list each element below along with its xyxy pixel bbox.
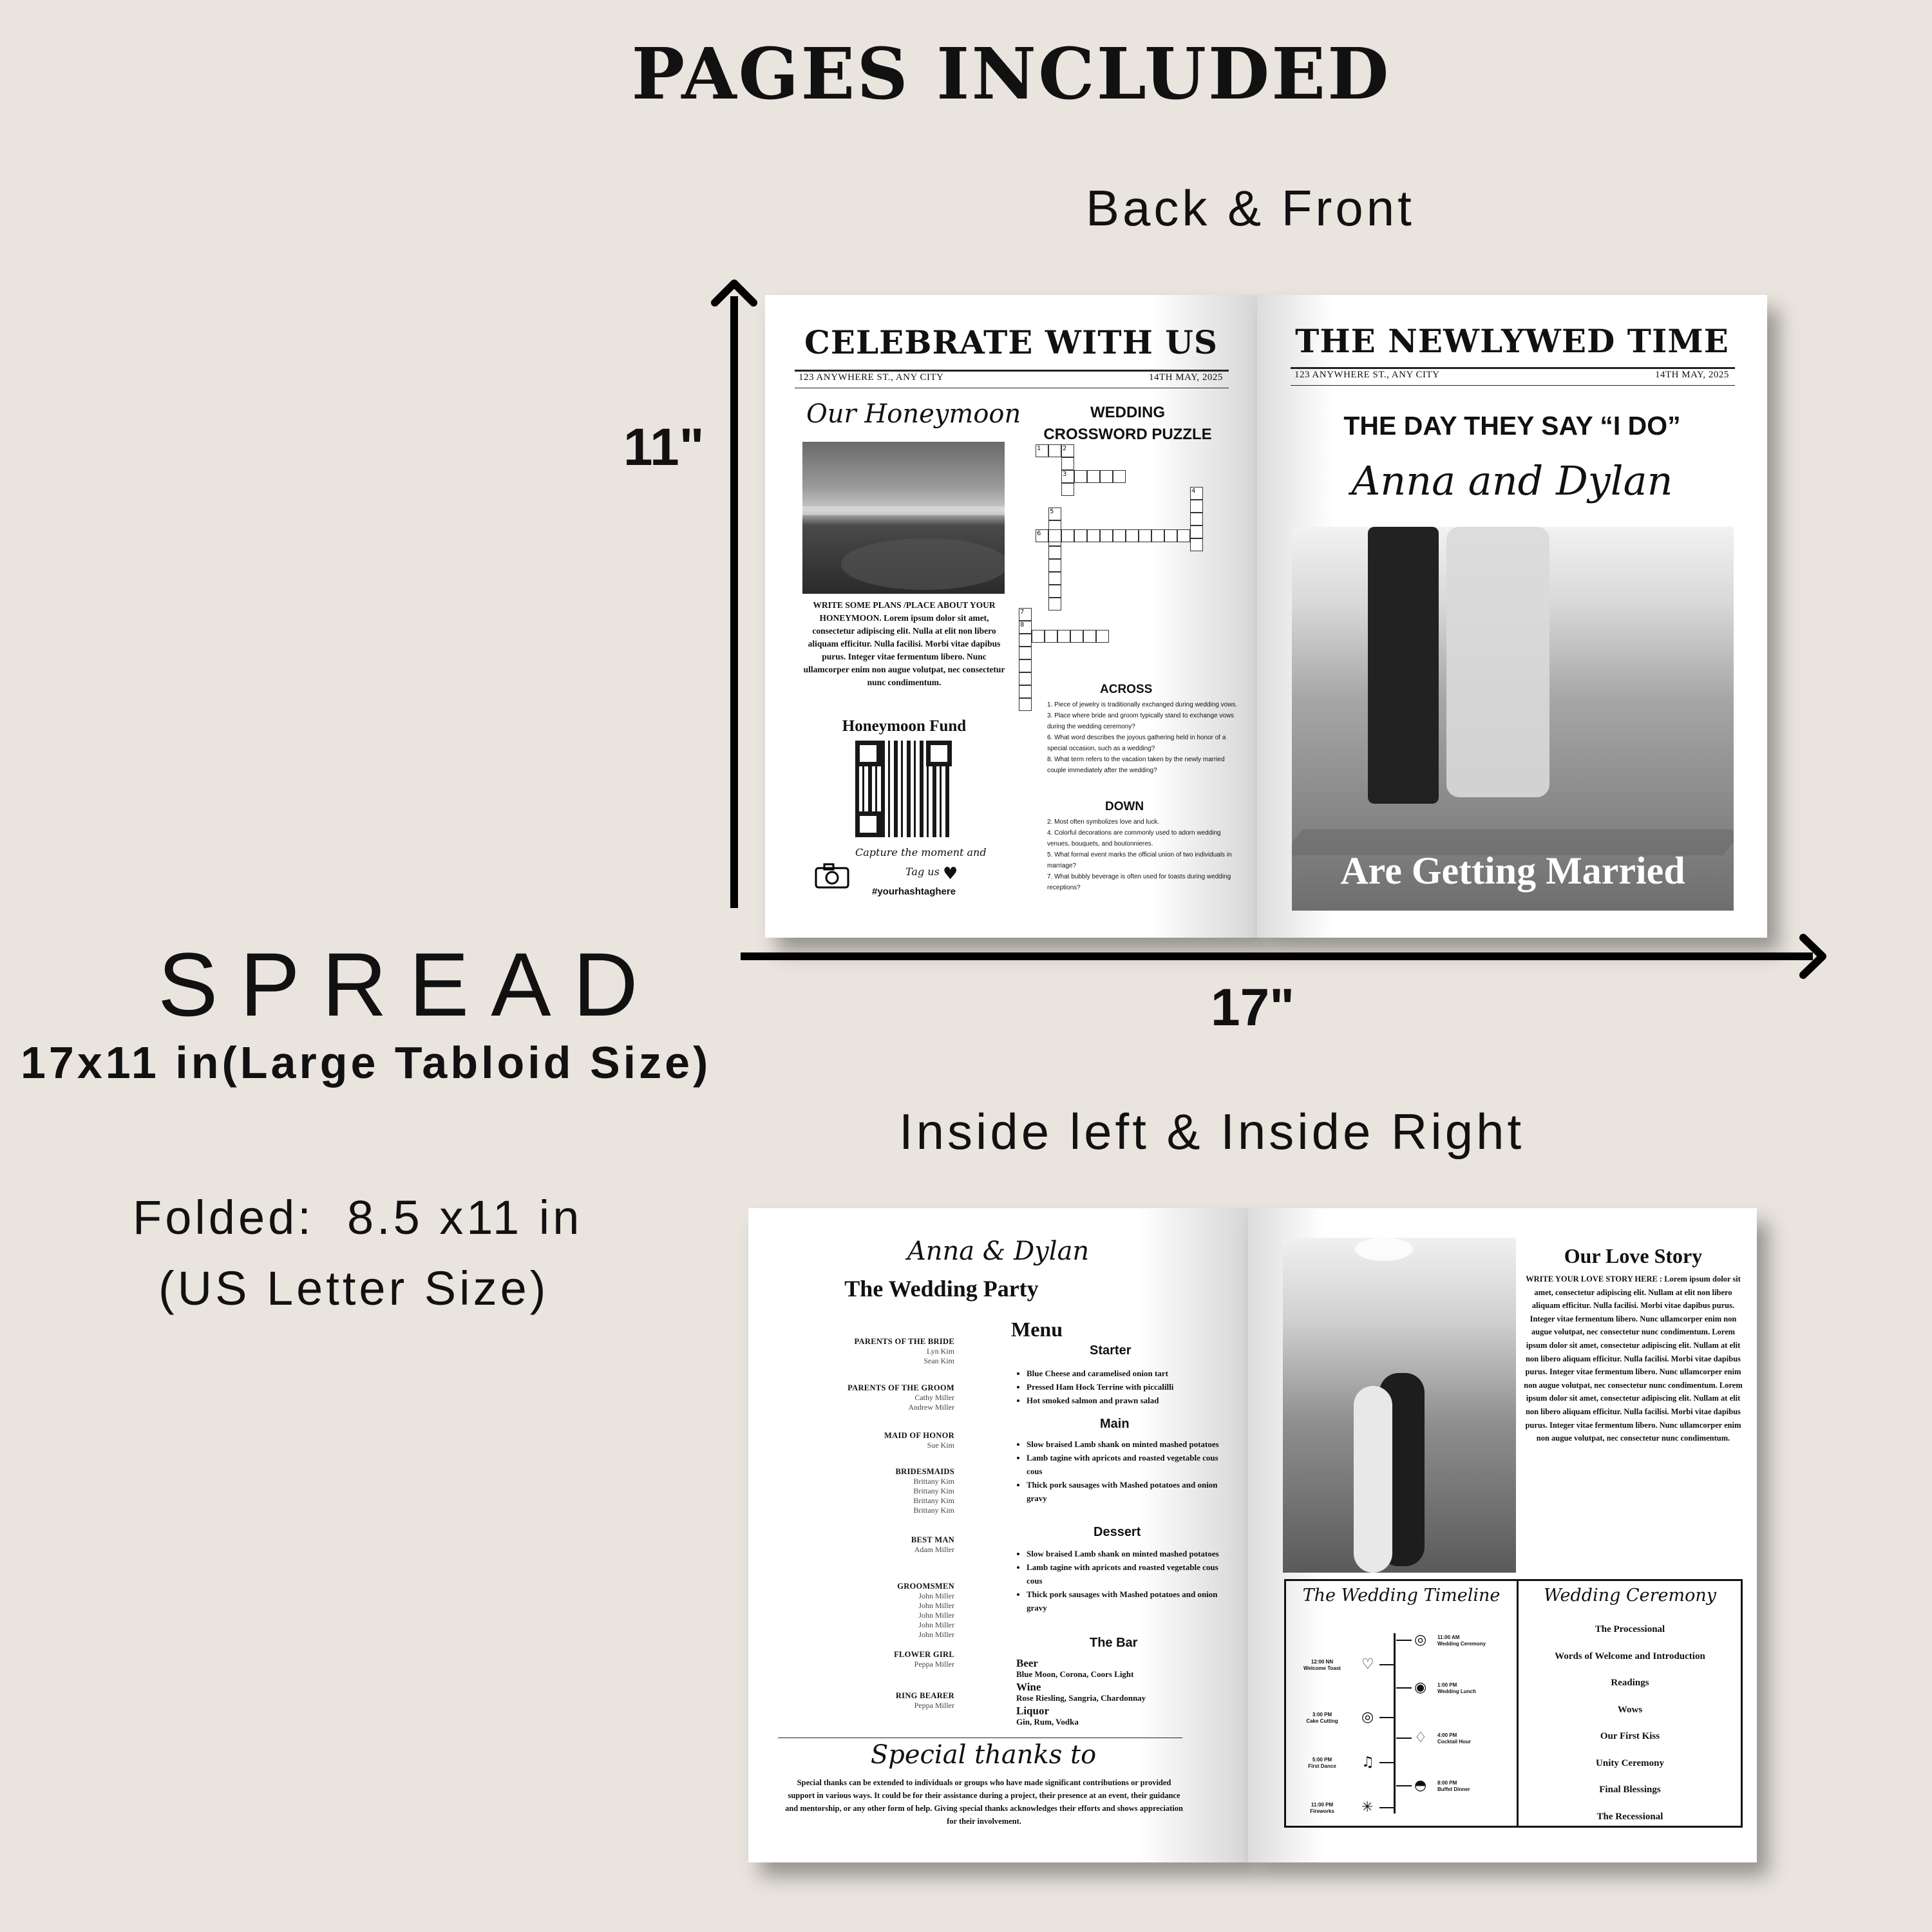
crossword-cell bbox=[1032, 630, 1045, 643]
dessert-title: Dessert bbox=[1094, 1525, 1141, 1539]
menu-item: • Thick pork sausages with Mashed potatoes and onion gravy bbox=[1027, 1587, 1224, 1615]
timeline-time: 11:00 PM bbox=[1311, 1802, 1334, 1808]
party-entry bbox=[800, 1691, 954, 1710]
timeline-axis bbox=[1394, 1633, 1396, 1814]
crossword-cell bbox=[1019, 634, 1032, 647]
spread-label: SPREAD bbox=[158, 934, 660, 1035]
crossword-cell bbox=[1113, 529, 1126, 542]
timeline-time: 11:00 AM bbox=[1437, 1634, 1460, 1640]
crossword-cell bbox=[1019, 685, 1032, 698]
timeline-right-entry bbox=[1437, 1682, 1515, 1695]
front-page bbox=[1257, 295, 1767, 938]
timeline-event-icon: ♡ bbox=[1361, 1656, 1374, 1672]
timeline-event-icon: ✳ bbox=[1361, 1799, 1374, 1815]
ceremony-item: Unity Ceremony bbox=[1596, 1757, 1664, 1768]
menu-item: • Lamb tagine with apricots and roasted vegetable cous cous bbox=[1027, 1560, 1224, 1587]
bar-list bbox=[1016, 1658, 1235, 1729]
story-text: WRITE YOUR LOVE STORY HERE : Lorem ipsum dolor sit amet, consectetur adipiscing elit. Nullam at elit non libero aliquam efficitur. Nulla facilisi. Morbi vitae dapibus purus. Integer vitae fermentum libero. Nunc ullamcorper enim non augue volutpat, nec consectetur nunc condimentum. Lorem ipsum dolor sit amet, consectetur adipiscing elit. Nullam at elit non libero aliquam efficitur. Nulla facilisi. Morbi vitae dapibus purus. Integer vitae fermentum libero. Nunc ullamcorper enim non augue volutpat, nec consectetur nunc condimentum. Lorem ipsum dolor sit amet, consectetur adipiscing elit. Nullam at elit non libero aliquam efficitur. Nulla facilisi. Morbi vitae dapibus purus. Integer vitae fermentum libero. Nunc ullamcorper enim non augue volutpat, nec consectetur nunc condimentum. bbox=[1524, 1274, 1743, 1443]
honeymoon-title: Our Honeymoon bbox=[806, 399, 1021, 429]
story-title: Our Love Story bbox=[1564, 1244, 1703, 1267]
ceremony-item: Words of Welcome and Introduction bbox=[1555, 1651, 1705, 1662]
down-clue: 7. What bubbly beverage is often used for toasts during wedding receptions? bbox=[1047, 873, 1231, 891]
timeline-right-entry bbox=[1437, 1634, 1515, 1647]
timeline-event: Cocktail Hour bbox=[1437, 1739, 1472, 1745]
inside-label: Inside left & Inside Right bbox=[899, 1103, 1525, 1160]
crossword-cell bbox=[1048, 598, 1061, 611]
crossword-cell bbox=[1139, 529, 1151, 542]
timeline-event-icon: ◎ bbox=[1414, 1632, 1427, 1648]
hashtag: #yourhashtaghere bbox=[872, 886, 956, 897]
inside-names: Anna & Dylan bbox=[907, 1236, 1090, 1266]
timeline-tick bbox=[1396, 1687, 1412, 1689]
timeline-tick bbox=[1396, 1738, 1412, 1739]
front-headline: THE DAY THEY SAY “I DO” bbox=[1343, 411, 1681, 440]
party-role: BRIDESMAIDS bbox=[895, 1467, 954, 1476]
front-date: 14TH MAY, 2025 bbox=[1655, 370, 1729, 380]
crossword-cell bbox=[1019, 698, 1032, 711]
crossword-cell bbox=[1083, 630, 1096, 643]
timeline-left-entry bbox=[1287, 1712, 1358, 1725]
party-names: Lyn Kim Sean Kim bbox=[923, 1347, 954, 1365]
timeline-left-entry bbox=[1287, 1757, 1358, 1770]
starter-list bbox=[1011, 1367, 1243, 1407]
dessert-list bbox=[1011, 1547, 1224, 1615]
back-page bbox=[765, 295, 1257, 938]
crossword-cell bbox=[1061, 483, 1074, 496]
timeline-event: First Dance bbox=[1308, 1763, 1336, 1769]
crossword-number: 7 bbox=[1020, 609, 1025, 616]
ceremony-title: Wedding Ceremony bbox=[1543, 1586, 1716, 1605]
back-front-label: Back & Front bbox=[1086, 180, 1415, 236]
qr-code bbox=[855, 741, 952, 837]
folded-label: Folded: 8.5 x11 in bbox=[133, 1191, 583, 1244]
party-entry bbox=[800, 1650, 954, 1669]
menu-item: • Hot smoked salmon and prawn salad bbox=[1027, 1394, 1243, 1407]
menu-item: • Pressed Ham Hock Terrine with piccalilli bbox=[1027, 1380, 1243, 1394]
timeline-time: 4:00 PM bbox=[1437, 1732, 1457, 1738]
front-address: 123 ANYWHERE ST., ANY CITY bbox=[1294, 370, 1440, 380]
kiss-photo bbox=[1283, 1238, 1516, 1573]
timeline-event-icon: ◉ bbox=[1414, 1680, 1427, 1696]
timeline-time: 1:00 PM bbox=[1437, 1682, 1457, 1688]
crossword-cell bbox=[1057, 630, 1070, 643]
spread-size-label: 17x11 in(Large Tabloid Size) bbox=[21, 1037, 712, 1088]
main-list bbox=[1011, 1437, 1224, 1505]
camera-icon bbox=[814, 862, 850, 887]
party-role: PARENTS OF THE BRIDE bbox=[854, 1337, 954, 1346]
timeline-event: Cake Cutting bbox=[1306, 1718, 1338, 1724]
crossword-cell bbox=[1126, 529, 1139, 542]
crossword-cell bbox=[1087, 470, 1100, 483]
down-clue: 4. Colorful decorations are commonly used to adorn wedding venues, bouquets, and boutonnieres. bbox=[1047, 829, 1221, 848]
crossword-cell bbox=[1113, 470, 1126, 483]
party-role: BEST MAN bbox=[911, 1535, 954, 1544]
crossword-cell bbox=[1048, 444, 1061, 457]
party-entry bbox=[800, 1582, 954, 1640]
crossword-cell bbox=[1019, 647, 1032, 659]
party-names: Peppa Miller bbox=[914, 1660, 954, 1669]
down-clue: 5. What formal event marks the official union of two individuals in marriage? bbox=[1047, 851, 1232, 869]
timeline-event-icon: ♢ bbox=[1414, 1730, 1427, 1746]
down-clue: 2. Most often symbolizes love and luck. bbox=[1047, 819, 1159, 826]
timeline-event: Fireworks bbox=[1310, 1808, 1334, 1814]
timeline-event: Wedding Lunch bbox=[1437, 1689, 1476, 1694]
inside-right-page bbox=[1248, 1208, 1757, 1862]
crossword-number: 5 bbox=[1050, 508, 1054, 515]
across-clue: 6. What word describes the joyous gathering held in honor of a special occasion, such as a wedding? bbox=[1047, 734, 1226, 752]
width-label: 17" bbox=[1211, 978, 1295, 1037]
ceremony-item: Our First Kiss bbox=[1600, 1731, 1660, 1741]
ceremony-item: The Recessional bbox=[1596, 1811, 1663, 1822]
crossword-cell bbox=[1048, 559, 1061, 572]
crossword-number: 3 bbox=[1063, 471, 1067, 478]
party-entry bbox=[800, 1337, 954, 1366]
main-title: Main bbox=[1100, 1417, 1130, 1431]
crossword-cell bbox=[1100, 470, 1113, 483]
front-overlay-text: Are Getting Married bbox=[1340, 849, 1685, 892]
back-date: 14TH MAY, 2025 bbox=[1149, 372, 1223, 383]
timeline-tick bbox=[1379, 1664, 1395, 1665]
ceremony-item: Wows bbox=[1617, 1704, 1643, 1715]
timeline-right-entry bbox=[1437, 1732, 1515, 1745]
crossword-cell bbox=[1190, 538, 1203, 551]
menu-item: • Blue Cheese and caramelised onion tart bbox=[1027, 1367, 1243, 1380]
menu-title: Menu bbox=[1011, 1318, 1063, 1341]
capture-line-1: Capture the moment and bbox=[855, 846, 987, 858]
timeline-time: 8:00 PM bbox=[1437, 1780, 1457, 1786]
page-title: PAGES INCLUDED bbox=[631, 32, 1391, 115]
crossword-cell bbox=[1070, 630, 1083, 643]
crossword-number: 4 bbox=[1191, 488, 1196, 495]
timeline-event-icon: ♫ bbox=[1361, 1754, 1374, 1770]
crossword-number: 2 bbox=[1063, 445, 1067, 452]
crossword-cell bbox=[1190, 526, 1203, 538]
capture-line-2: Tag us bbox=[905, 866, 940, 878]
menu-item: • Thick pork sausages with Mashed potatoes and onion gravy bbox=[1027, 1478, 1224, 1505]
honeymoon-photo bbox=[802, 442, 1005, 594]
folded-size-label: (US Letter Size) bbox=[158, 1262, 549, 1315]
crossword-cell bbox=[1048, 585, 1061, 598]
timeline-tick bbox=[1396, 1640, 1412, 1641]
honeymoon-text: WRITE SOME PLANS /PLACE ABOUT YOUR HONEYMOON. Lorem ipsum dolor sit amet, consectetur adipiscing elit. Nulla at elit non libero aliquam efficitur. Nulla facilisi. Morbi vitae dapibus purus. Integer vitae fermentum libero. Nunc ullamcorper enim non augue volutpat, nec consectetur nunc condimentum. bbox=[803, 600, 1005, 687]
bar-items: Gin, Rum, Vodka bbox=[1016, 1717, 1079, 1727]
timeline-time: 5:00 PM bbox=[1312, 1757, 1332, 1763]
party-role: FLOWER GIRL bbox=[894, 1650, 954, 1659]
crossword-cell bbox=[1190, 513, 1203, 526]
timeline-event-icon: ◓ bbox=[1414, 1777, 1427, 1794]
timeline-right-entry bbox=[1437, 1780, 1515, 1793]
party-names: Brittany Kim Brittany Kim Brittany Kim Brittany Kim bbox=[913, 1477, 954, 1515]
timeline-tick bbox=[1379, 1807, 1395, 1808]
menu-item: • Slow braised Lamb shank on minted mashed potatoes bbox=[1027, 1437, 1224, 1451]
party-names: Sue Kim bbox=[927, 1441, 954, 1450]
crossword-cell bbox=[1096, 630, 1109, 643]
bar-category: Beer bbox=[1016, 1657, 1038, 1669]
party-role: GROOMSMEN bbox=[897, 1582, 954, 1591]
crossword-cell bbox=[1061, 529, 1074, 542]
ceremony-item: Final Blessings bbox=[1599, 1785, 1661, 1795]
crossword-number: 6 bbox=[1037, 530, 1041, 537]
party-entry bbox=[800, 1383, 954, 1412]
bar-category: Liquor bbox=[1016, 1705, 1050, 1717]
timeline-event: Wedding Ceremony bbox=[1437, 1641, 1486, 1647]
crossword-cell bbox=[1074, 529, 1087, 542]
party-role: RING BEARER bbox=[895, 1691, 954, 1700]
timeline-left-entry bbox=[1287, 1802, 1358, 1815]
crossword-number: 8 bbox=[1020, 621, 1025, 629]
front-couple-photo bbox=[1292, 527, 1734, 911]
heart-icon: ♥ bbox=[943, 864, 958, 884]
crossword-cell bbox=[1019, 672, 1032, 685]
down-title: DOWN bbox=[1105, 800, 1144, 813]
crossword-number: 1 bbox=[1037, 445, 1041, 452]
across-clue: 8. What term refers to the vacation taken by the newly married couple immediately after the wedding? bbox=[1047, 756, 1225, 774]
crossword-cell bbox=[1177, 529, 1190, 542]
party-names: Peppa Miller bbox=[914, 1701, 954, 1710]
crossword-title bbox=[1021, 402, 1234, 446]
menu-item: • Slow braised Lamb shank on minted mashed potatoes bbox=[1027, 1547, 1224, 1560]
party-entry bbox=[800, 1535, 954, 1555]
fund-title: Honeymoon Fund bbox=[842, 717, 967, 735]
back-masthead: CELEBRATE WITH US bbox=[804, 323, 1218, 361]
thanks-text: Special thanks can be extended to individuals or groups who have made significant contributions or provided support in various ways. It could be for their assistance during a project, their presence at an event, their guidance and mentorship, or any other form of help. Giving special thanks acknowledges their efforts and shows appreciation for their involvement. bbox=[785, 1778, 1183, 1826]
crossword-cell bbox=[1151, 529, 1164, 542]
party-names: John Miller John Miller John Miller John Miller John Miller bbox=[918, 1591, 954, 1639]
party-names: Cathy Miller Andrew Miller bbox=[908, 1393, 954, 1412]
timeline-tick bbox=[1379, 1762, 1395, 1763]
crossword-cell bbox=[1087, 529, 1100, 542]
timeline-event: Buffet Dinner bbox=[1437, 1786, 1470, 1792]
back-address: 123 ANYWHERE ST., ANY CITY bbox=[799, 372, 944, 383]
crossword-title-2: CROSSWORD PUZZLE bbox=[1043, 426, 1212, 443]
timeline-event-icon: ◎ bbox=[1361, 1709, 1374, 1725]
front-names: Anna and Dylan bbox=[1351, 457, 1673, 504]
across-clue: 3. Place where bride and groom typically stand to exchange vows during the wedding ceremony? bbox=[1047, 712, 1235, 730]
party-names: Adam Miller bbox=[914, 1545, 954, 1554]
crossword-cell bbox=[1061, 457, 1074, 470]
ceremony-item: The Processional bbox=[1595, 1624, 1665, 1634]
bar-title: The Bar bbox=[1090, 1636, 1138, 1650]
bar-items: Rose Riesling, Sangria, Chardonnay bbox=[1016, 1693, 1146, 1703]
across-clue: 1. Piece of jewelry is traditionally exchanged during wedding vows. bbox=[1047, 701, 1238, 708]
timeline-title: The Wedding Timeline bbox=[1302, 1586, 1501, 1605]
menu-item: • Lamb tagine with apricots and roasted vegetable cous cous bbox=[1027, 1451, 1224, 1478]
crossword-cell bbox=[1048, 572, 1061, 585]
bar-category: Wine bbox=[1016, 1681, 1041, 1693]
crossword-cell bbox=[1019, 659, 1032, 672]
across-title: ACROSS bbox=[1100, 683, 1153, 696]
ceremony-item: Readings bbox=[1611, 1678, 1649, 1688]
timeline-tick bbox=[1379, 1717, 1395, 1718]
crossword-cell bbox=[1100, 529, 1113, 542]
party-role: PARENTS OF THE GROOM bbox=[848, 1383, 954, 1392]
starter-title: Starter bbox=[1090, 1343, 1132, 1358]
front-masthead: THE NEWLYWED TIME bbox=[1295, 322, 1729, 360]
crossword-cell bbox=[1048, 546, 1061, 559]
timeline-left-entry bbox=[1287, 1659, 1358, 1672]
timeline-time: 12:00 NN bbox=[1311, 1659, 1334, 1665]
crossword-cell bbox=[1190, 500, 1203, 513]
inside-left-page bbox=[748, 1208, 1248, 1862]
thanks-title: Special thanks to bbox=[870, 1740, 1097, 1770]
crossword-cell bbox=[1045, 630, 1057, 643]
crossword-cell bbox=[1164, 529, 1177, 542]
height-label: 11" bbox=[623, 418, 705, 477]
ceremony-list bbox=[1517, 1616, 1743, 1830]
timeline-tick bbox=[1396, 1785, 1412, 1786]
party-entry bbox=[800, 1431, 954, 1450]
party-role: MAID OF HONOR bbox=[884, 1431, 954, 1440]
crossword-title-1: WEDDING bbox=[1090, 404, 1165, 421]
timeline-event: Welcome Toast bbox=[1303, 1665, 1341, 1671]
down-clues bbox=[1047, 817, 1240, 893]
crossword-cell bbox=[1048, 529, 1061, 542]
party-title: The Wedding Party bbox=[844, 1276, 1039, 1302]
timeline-time: 3:00 PM bbox=[1312, 1712, 1332, 1718]
across-clues bbox=[1047, 699, 1240, 776]
crossword-cell bbox=[1074, 470, 1087, 483]
bar-items: Blue Moon, Corona, Coors Light bbox=[1016, 1669, 1134, 1679]
party-entry bbox=[800, 1467, 954, 1515]
